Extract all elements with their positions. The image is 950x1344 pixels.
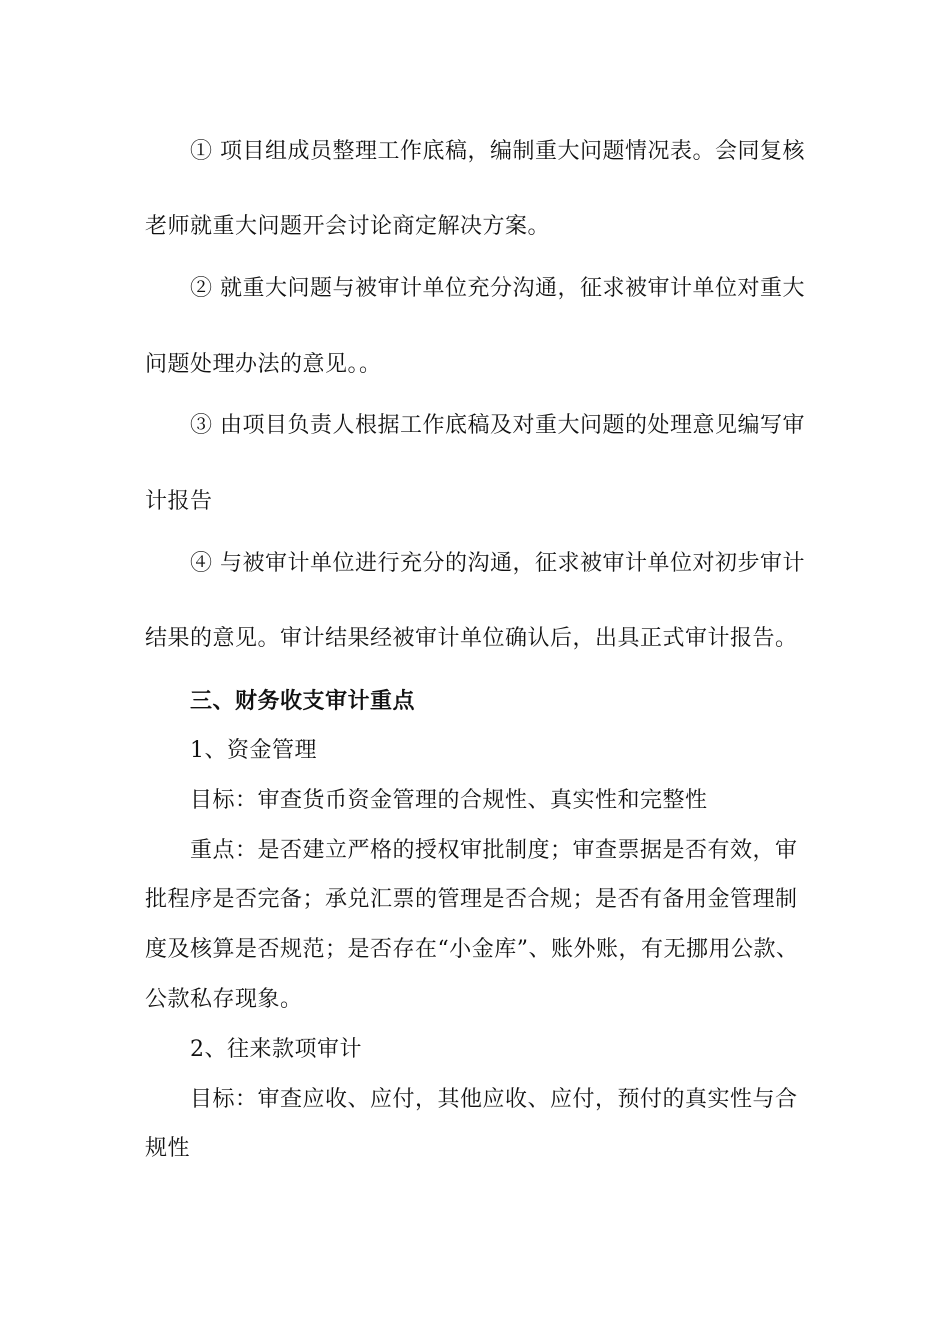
step-2-line-2: 问题处理办法的意见。。 [145,352,382,377]
subsection-1-focus-line-2: 批程序是否完备；承兑汇票的管理是否合规；是否有备用金管理制 [145,887,798,912]
subsection-1-focus-line-3: 度及核算是否规范；是否存在“小金库”、账外账，有无挪用公款、 [145,937,799,962]
subsection-1-focus-line-4: 公款私存现象。 [145,987,303,1012]
step-1-line-1: ① 项目组成员整理工作底稿，编制重大问题情况表。会同复核 [190,139,805,164]
step-1-line-2: 老师就重大问题开会讨论商定解决方案。 [145,214,551,239]
subsection-1-focus-line-1: 重点：是否建立严格的授权审批制度；审查票据是否有效，审 [190,838,798,863]
subsection-2-title: 2、往来款项审计 [190,1037,362,1062]
step-2-line-1: ② 就重大问题与被审计单位充分沟通，征求被审计单位对重大 [190,276,805,301]
subsection-2-goal-line-1: 目标：审查应收、应付，其他应收、应付，预付的真实性与合 [190,1087,798,1112]
section-heading: 三、财务收支审计重点 [190,688,416,714]
subsection-1-title: 1、资金管理 [190,738,317,763]
subsection-2-goal-line-2: 规性 [145,1136,191,1161]
step-4-line-1: ④ 与被审计单位进行充分的沟通，征求被审计单位对初步审计 [190,551,805,576]
step-3-line-1: ③ 由项目负责人根据工作底稿及对重大问题的处理意见编写审 [190,413,805,438]
step-4-line-2: 结果的意见。审计结果经被审计单位确认后，出具正式审计报告。 [145,626,798,651]
step-3-line-2: 计报告 [145,489,213,514]
subsection-1-goal: 目标：审查货币资金管理的合规性、真实性和完整性 [190,788,708,813]
